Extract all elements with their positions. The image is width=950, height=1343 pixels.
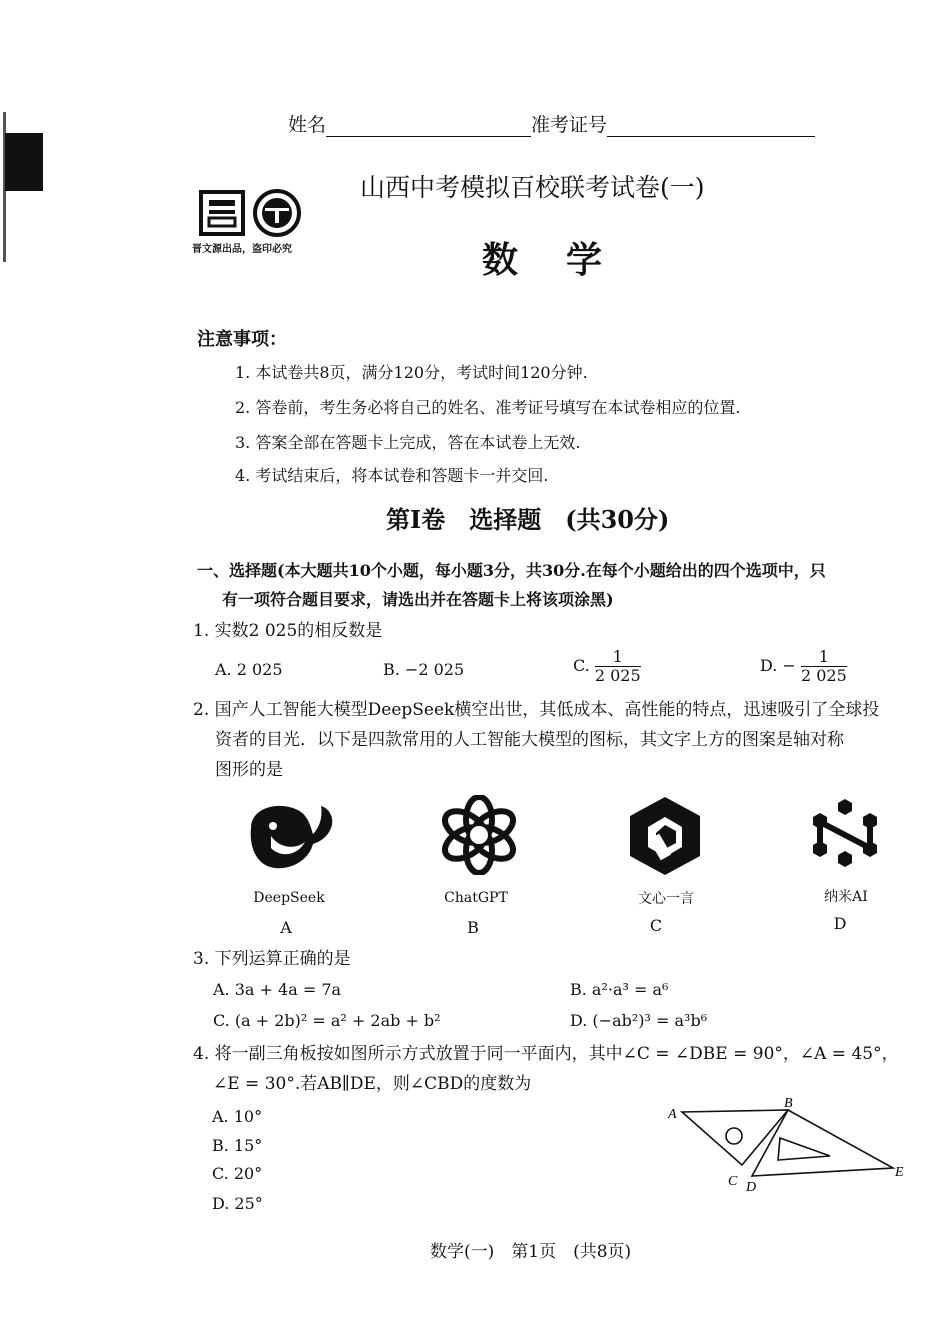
q1-c-numerator: 1: [595, 648, 641, 667]
exam-title: 山西中考模拟百校联考试卷(一): [360, 173, 705, 202]
chatgpt-knot-icon: [438, 795, 520, 875]
q1-option-b: B. −2 025: [383, 660, 465, 679]
q3-option-b: B. a²·a³ = a⁶: [570, 980, 669, 999]
icon-letter-d: D: [833, 914, 847, 933]
q1-d-prefix: D. −: [760, 656, 796, 675]
icon-label-nami: 纳米AI: [824, 889, 868, 905]
q3-option-a: A. 3a + 4a = 7a: [213, 980, 342, 999]
icon-label-chatgpt: ChatGPT: [444, 890, 508, 906]
q3-option-d: D. (−ab²)³ = a³b⁶: [570, 1011, 708, 1030]
subject-title: 数学: [482, 239, 651, 281]
q4-option-b: B. 15°: [212, 1136, 263, 1155]
q2-line2: 资者的目光．以下是四款常用的人工智能大模型的图标，其文字上方的图案是轴对称: [215, 730, 844, 750]
q4-option-c: C. 20°: [212, 1164, 263, 1183]
name-blank: [326, 118, 531, 137]
id-blank: [607, 118, 815, 137]
q2-line1: 2. 国产人工智能大模型DeepSeek横空出世，其低成本、高性能的特点，迅速吸引了全球投: [193, 700, 880, 720]
notice-heading: 注意事项：: [197, 329, 287, 350]
q3-option-c: C. (a + 2b)² = a² + 2ab + b²: [213, 1011, 441, 1030]
notice-item-3: 3. 答案全部在答题卡上完成，答在本试卷上无效.: [235, 433, 581, 452]
set-square-30: [752, 1110, 893, 1176]
candidate-info-line: [288, 110, 815, 137]
q1-option-c: [573, 648, 641, 685]
q4-line1: 4. 将一副三角板按如图所示方式放置于同一平面内，其中∠C = ∠DBE = 90°，∠A = 45°，: [193, 1044, 899, 1064]
deepseek-whale-icon: [243, 798, 338, 873]
publisher-caption: 晋文源出品，盗印必究: [192, 244, 292, 255]
q1-option-d: [760, 648, 847, 685]
q2-line3: 图形的是: [215, 760, 283, 780]
wenxin-hexagon-icon: [626, 795, 704, 877]
q1-c-denominator: 2 025: [594, 666, 641, 685]
q1-d-numerator: 1: [801, 648, 847, 667]
registration-mark: [5, 133, 43, 191]
nami-ai-network-icon: [810, 797, 880, 867]
fig-label-b: B: [784, 1096, 793, 1111]
icon-letter-c: C: [649, 916, 663, 935]
section-title: 第Ⅰ卷 选择题 (共30分): [386, 505, 670, 534]
icon-letter-a: A: [280, 918, 292, 937]
q4-option-a: A. 10°: [212, 1107, 263, 1126]
icon-letter-b: B: [467, 918, 479, 937]
fig-label-c: C: [728, 1174, 738, 1189]
q4-line2: ∠E = 30°.若AB∥DE，则∠CBD的度数为: [213, 1074, 532, 1094]
q4-triangle-figure: [660, 1090, 910, 1200]
q4-option-d: D. 25°: [212, 1194, 263, 1213]
q1-c-prefix: C.: [573, 656, 590, 675]
page-footer: 数学(一) 第1页 (共8页): [430, 1242, 632, 1262]
name-label: 姓名: [288, 114, 327, 136]
fig-label-e: E: [895, 1165, 904, 1180]
notice-item-4: 4. 考试结束后，将本试卷和答题卡一并交回.: [235, 466, 549, 485]
notice-item-2: 2. 答卷前，考生务必将自己的姓名、准考证号填写在本试卷相应的位置.: [235, 398, 741, 417]
q1-stem: 1. 实数2 025的相反数是: [193, 621, 383, 641]
q3-stem: 3. 下列运算正确的是: [193, 949, 351, 969]
fig-label-a: A: [668, 1107, 677, 1122]
id-label: 准考证号: [531, 114, 608, 136]
icon-label-deepseek: DeepSeek: [253, 890, 325, 906]
notice-item-1: 1. 本试卷共8页，满分120分，考试时间120分钟.: [235, 363, 588, 382]
part1-instruction-line2: 有一项符合题目要求，请选出并在答题卡上将该项涂黑): [222, 590, 614, 609]
fig-label-d: D: [746, 1180, 757, 1195]
q1-option-a: A. 2 025: [215, 660, 283, 679]
part1-instruction-line1: 一、选择题(本大题共10个小题，每小题3分，共30分.在每个小题给出的四个选项中，只: [197, 561, 826, 580]
q1-d-denominator: 2 025: [800, 666, 847, 685]
icon-label-wenxin: 文心一言: [638, 891, 694, 907]
